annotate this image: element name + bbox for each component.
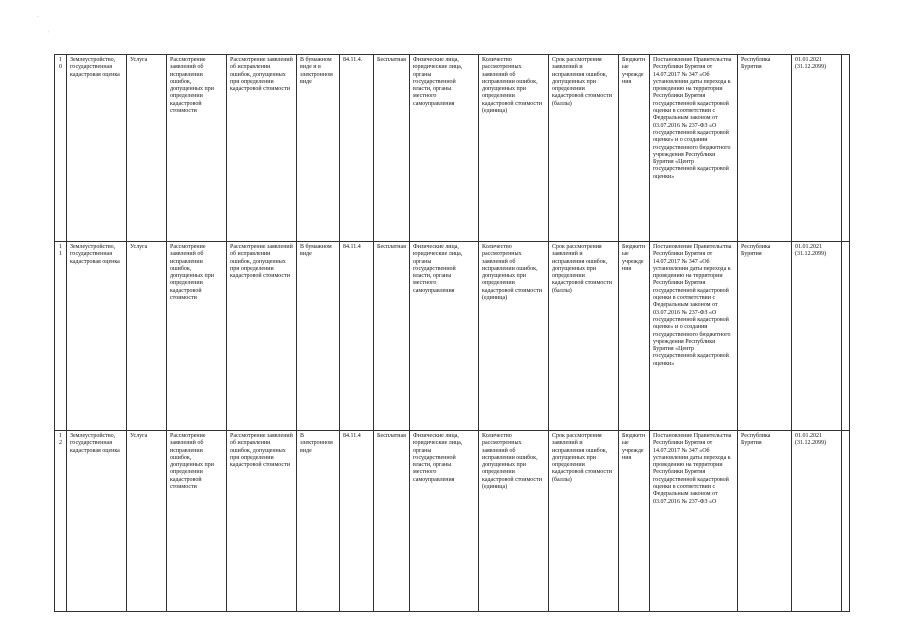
- services-registry-table: [54, 54, 850, 612]
- okved-code: 84.11.4: [340, 431, 374, 612]
- okved-code: 84.11.4: [340, 242, 374, 431]
- extra-cell: [842, 242, 850, 431]
- service-name: Землеустройство, государственная кадастровая оценка: [67, 55, 127, 242]
- legal-basis: Постановление Правительства Республики Бурятия от 14.07.2017 № 347 «Об установлении даты перехода к проведению на территории Республики Бурятия государственной кадастровой оценки в соответствии с Федеральным законом от 03.07.2016 № 237-ФЗ «О государственной кадастровой оценке» и о создании государственного бюджетного учреждения Республики Бурятия «Центр государственной кадастровой оценки»: [650, 242, 738, 431]
- payment-type: Бесплатная: [374, 55, 410, 242]
- region: Республика Бурятия: [738, 242, 792, 431]
- service-content: Рассмотрение заявлений об исправлении ошибок, допущенных при определении кадастровой стоимости: [167, 55, 227, 242]
- service-form: В бумажном виде: [297, 242, 340, 431]
- page-mark-dot: ·: [37, 14, 39, 20]
- region: Республика Бурятия: [738, 55, 792, 242]
- legal-basis: Постановление Правительства Республики Бурятия от 14.07.2017 № 347 «Об установлении даты перехода к проведению на территории Республики Бурятия государственной кадастровой оценки в соответствии с Федеральным законом от 03.07.2016 № 237-ФЗ «О: [650, 431, 738, 612]
- row-number: 12: [55, 431, 67, 612]
- service-content: Рассмотрение заявлений об исправлении ошибок, допущенных при определении кадастровой стоимости: [167, 242, 227, 431]
- validity-dates: 01.01.2021 (31.12.2099): [792, 431, 842, 612]
- institution-type: Бюджетные учреждения: [619, 55, 650, 242]
- service-name: Землеустройство, государственная кадастровая оценка: [67, 431, 127, 612]
- service-kind: Услуга: [127, 431, 167, 612]
- region: Республика Бурятия: [738, 431, 792, 612]
- consumer-categories: Физические лица, юридические лица, органы государственной власти, органы местного самоуправления: [410, 431, 479, 612]
- service-form: В бумажном виде и в электронном виде: [297, 55, 340, 242]
- payment-type: Бесплатная: [374, 242, 410, 431]
- table-row: [55, 242, 850, 431]
- service-content-detail: Рассмотрение заявлений об исправлении ошибок, допущенных при определении кадастровой стоимости: [227, 431, 297, 612]
- quality-indicator: Срок рассмотрения заявлений и исправления ошибок, допущенных при определении кадастровой стоимости (баллы): [549, 431, 619, 612]
- consumer-categories: Физические лица, юридические лица, органы государственной власти, органы местного самоуправления: [410, 55, 479, 242]
- payment-type: Бесплатная: [374, 431, 410, 612]
- institution-type: Бюджетные учреждения: [619, 431, 650, 612]
- okved-code: 84.11.4.: [340, 55, 374, 242]
- consumer-categories: Физические лица, юридические лица, органы государственной власти, органы местного самоуправления: [410, 242, 479, 431]
- validity-dates: 01.01.2021 (31.12.2099): [792, 242, 842, 431]
- row-number: 11: [55, 242, 67, 431]
- row-number: 10: [55, 55, 67, 242]
- institution-type: Бюджетные учреждения: [619, 242, 650, 431]
- table-row: [55, 431, 850, 612]
- extra-cell: [842, 55, 850, 242]
- service-content: Рассмотрение заявлений об исправлении ошибок, допущенных при определении кадастровой стоимости: [167, 431, 227, 612]
- service-content-detail: Рассмотрение заявлений об исправлении ошибок, допущенных при определении кадастровой стоимости: [227, 55, 297, 242]
- volume-indicator: Количество рассмотренных заявлений об исправлении ошибок, допущенных при определении кадастровой стоимости (единица): [479, 431, 549, 612]
- service-kind: Услуга: [127, 55, 167, 242]
- legal-basis: Постановление Правительства Республики Бурятия от 14.07.2017 № 347 «Об установлении даты перехода к проведению на территории Республики Бурятия государственной кадастровой оценки в соответствии с Федеральным законом от 03.07.2016 № 237-ФЗ «О государственной кадастровой оценке» и о создании государственного бюджетного учреждения Республики Бурятия «Центр государственной кадастровой оценки»: [650, 55, 738, 242]
- service-content-detail: Рассмотрение заявлений об исправлении ошибок, допущенных при определении кадастровой стоимости: [227, 242, 297, 431]
- quality-indicator: Срок рассмотрения заявлений и исправления ошибок, допущенных при определении кадастровой стоимости (баллы): [549, 55, 619, 242]
- extra-cell: [842, 431, 850, 612]
- service-kind: Услуга: [127, 242, 167, 431]
- page-mark-comma: ,: [48, 28, 49, 33]
- service-name: Землеустройство, государственная кадастровая оценка: [67, 242, 127, 431]
- table-row: [55, 55, 850, 242]
- volume-indicator: Количество рассмотренных заявлений об исправлении ошибок, допущенных при определении кадастровой стоимости (единица): [479, 55, 549, 242]
- service-form: В электронном виде: [297, 431, 340, 612]
- volume-indicator: Количество рассмотренных заявлений об исправлении ошибок, допущенных при определении кадастровой стоимости (единица): [479, 242, 549, 431]
- quality-indicator: Срок рассмотрения заявлений и исправления ошибок, допущенных при определении кадастровой стоимости (баллы): [549, 242, 619, 431]
- validity-dates: 01.01.2021 (31.12.2099): [792, 55, 842, 242]
